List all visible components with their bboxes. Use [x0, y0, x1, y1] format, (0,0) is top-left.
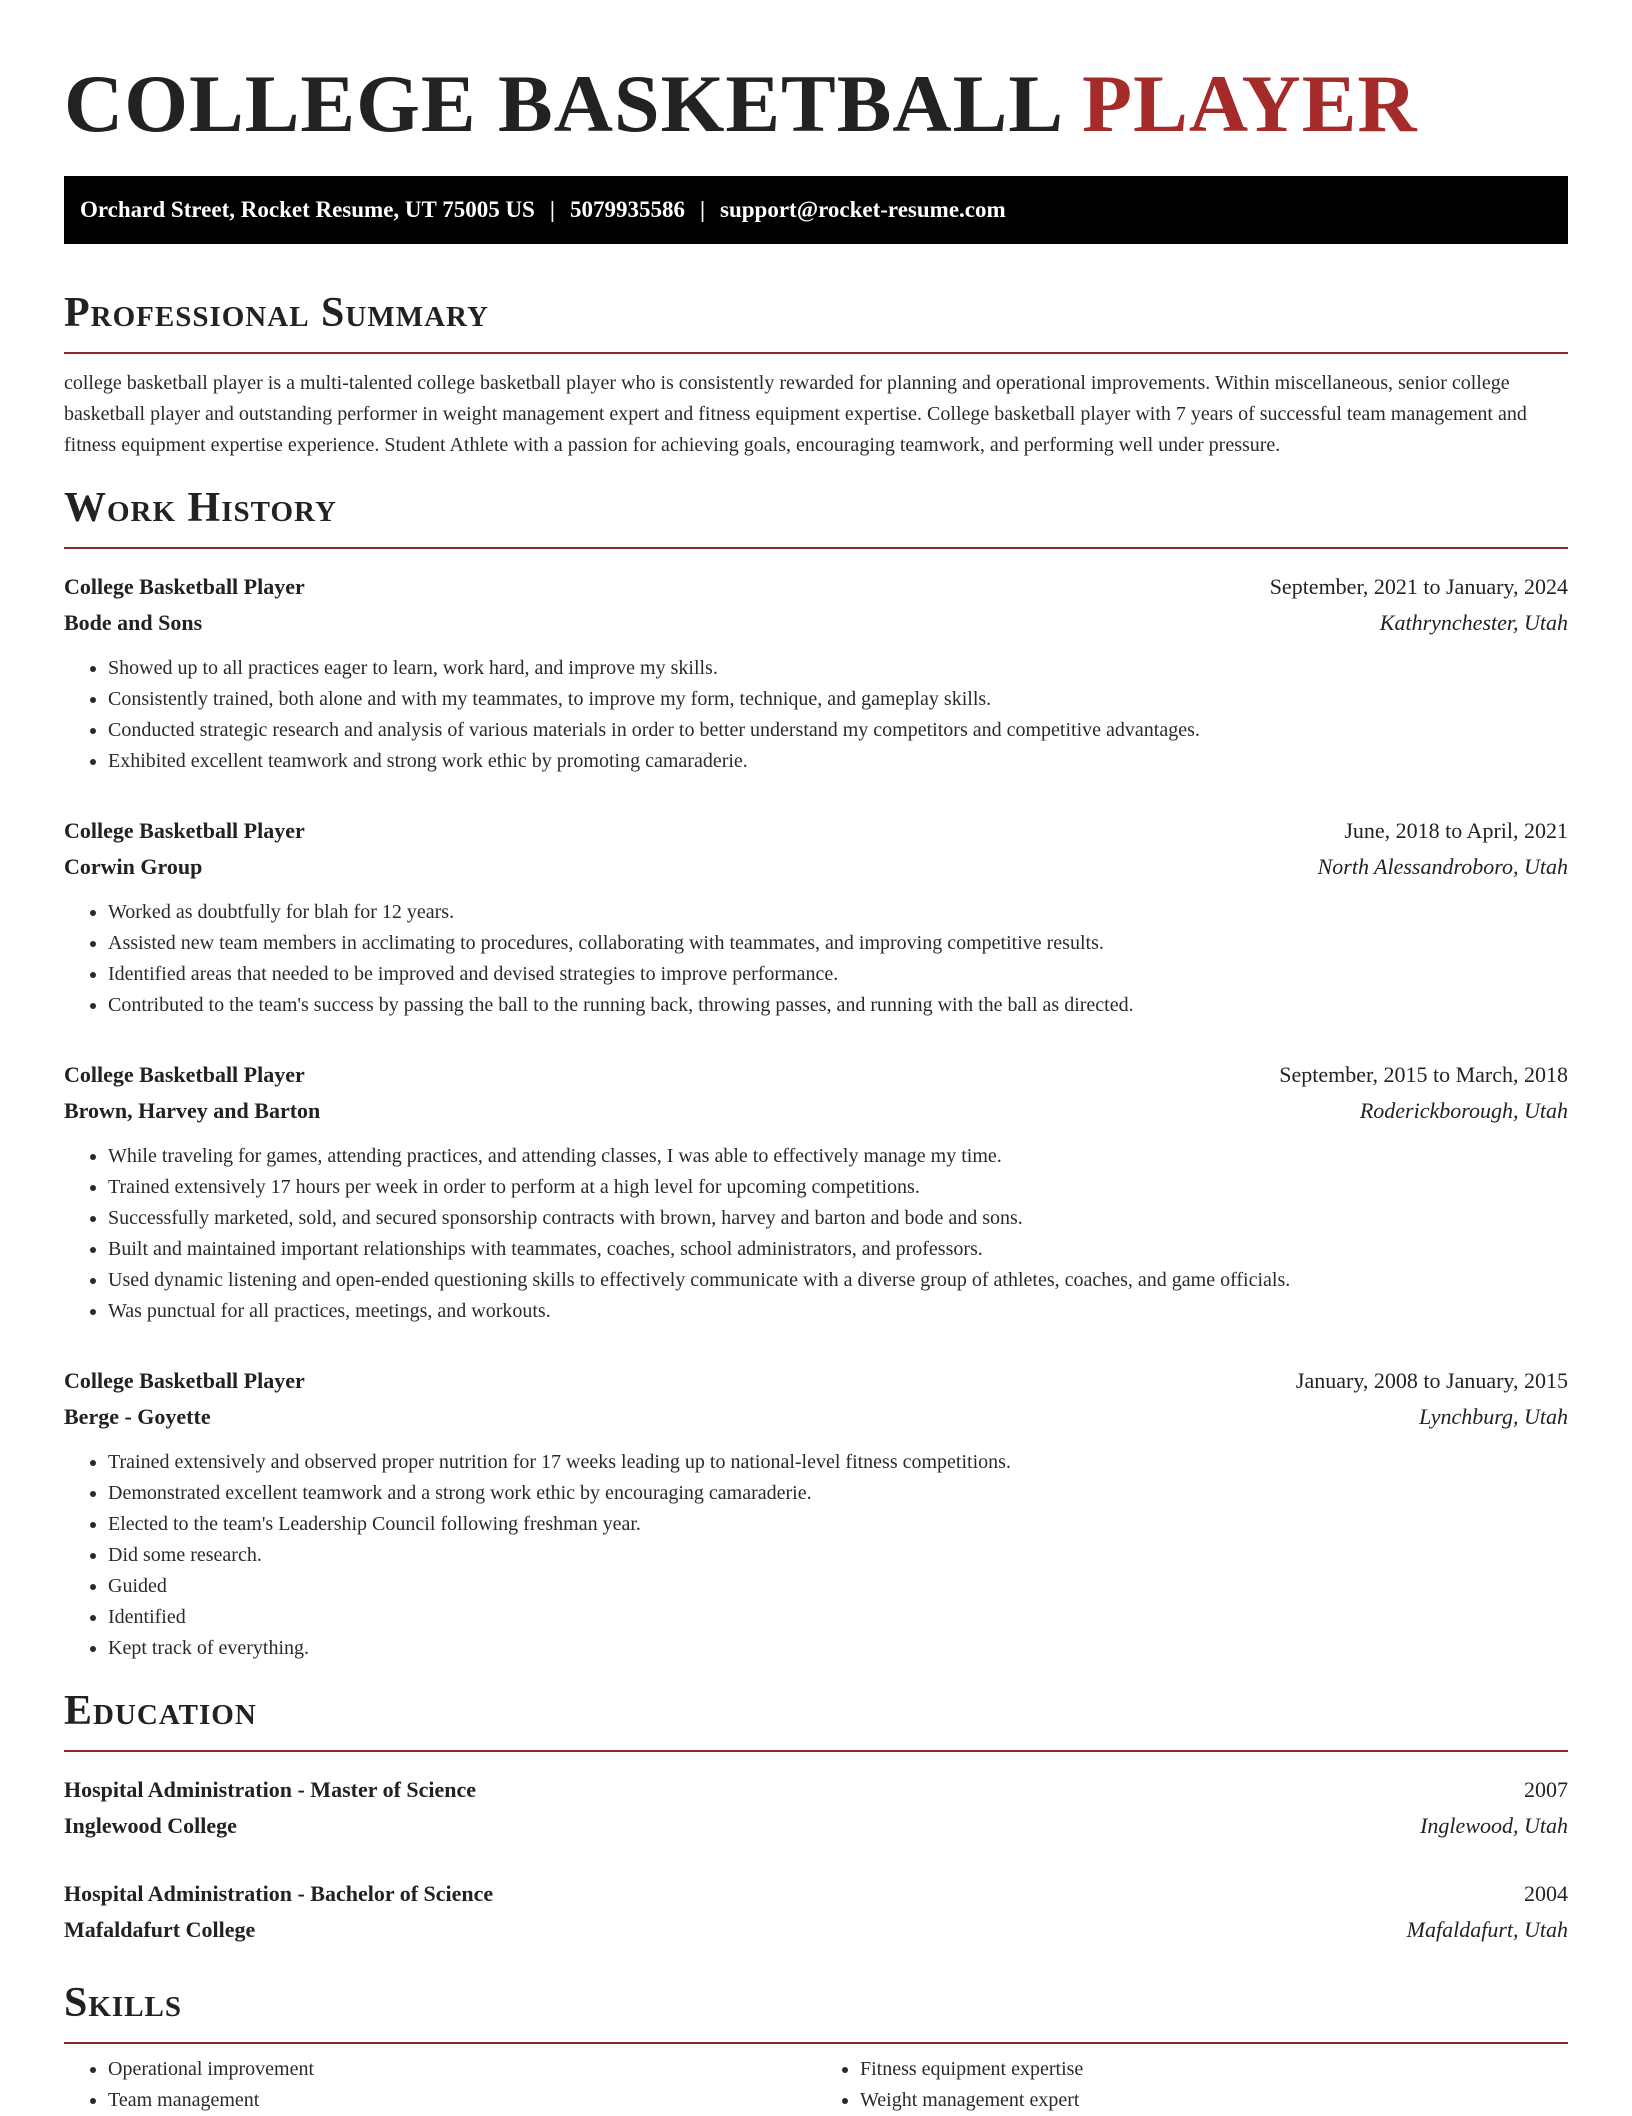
job-company: Brown, Harvey and Barton	[64, 1098, 321, 1123]
job-bullets	[64, 1141, 1568, 1327]
section-divider	[64, 1750, 1568, 1752]
list-item: • Successfully marketed, sold, and secured sponsorship contracts with brown, harvey and barton and bode and sons.	[108, 1203, 1568, 1234]
section-title-skills: Skills	[64, 1980, 183, 2026]
list-item: • Consistently trained, both alone and with my teammates, to improve my form, technique, and gameplay skills.	[108, 684, 1568, 715]
section-divider	[64, 547, 1568, 549]
summary-text: college basketball player is a multi-talented college basketball player who is consistently rewarded for planning and operational improvements. Within miscellaneous, senior college basketball player and outstanding performer in weight management expert and fitness equipment expertise. College basketball player with 7 years of successful team management and fitness equipment expertise experience. Student Athlete with a passion for achieving goals, encouraging teamwork, and performing well under pressure.	[64, 372, 1527, 456]
list-item: • Identified	[108, 1602, 1568, 1633]
education-location: Inglewood, Utah	[1420, 1813, 1568, 1838]
job-company: Bode and Sons	[64, 610, 203, 635]
job-dates: January, 2008 to January, 2015	[1295, 1368, 1568, 1393]
job-role: College Basketball Player	[64, 1062, 305, 1087]
list-item: • Showed up to all practices eager to learn, work hard, and improve my skills.	[108, 653, 1568, 684]
contact-separator: |	[699, 197, 706, 222]
skill-item: • Operational improvement	[108, 2054, 816, 2085]
job-entry	[64, 813, 1568, 1021]
education-year: 2004	[1524, 1881, 1568, 1906]
list-item: • Conducted strategic research and analysis of various materials in order to better understand my competitors and competitive advantages.	[108, 715, 1568, 746]
section-title-summary: Professional Summary	[64, 290, 489, 336]
job-location: Kathrynchester, Utah	[1379, 610, 1568, 635]
job-location: North Alessandroboro, Utah	[1317, 854, 1568, 879]
skills-list-left	[64, 2054, 816, 2116]
job-location: Lynchburg, Utah	[1419, 1404, 1568, 1429]
education-entry	[64, 1876, 1568, 1948]
list-item: • While traveling for games, attending practices, and attending classes, I was able to effectively manage my time.	[108, 1141, 1568, 1172]
list-item: • Built and maintained important relationships with teammates, coaches, school administrators, and professors.	[108, 1234, 1568, 1265]
contact-separator: |	[549, 197, 555, 222]
list-item: • Guided	[108, 1571, 1568, 1602]
section-title-work-history: Work History	[64, 485, 337, 531]
job-bullets	[64, 1447, 1568, 1664]
education-year: 2007	[1524, 1777, 1568, 1802]
education-entry	[64, 1772, 1568, 1844]
work-history-section	[64, 483, 1568, 1664]
job-location: Roderickborough, Utah	[1359, 1098, 1568, 1123]
job-dates: September, 2015 to March, 2018	[1279, 1062, 1568, 1087]
list-item: • Exhibited excellent teamwork and strong work ethic by promoting camaraderie.	[108, 746, 1568, 777]
skills-columns	[64, 2054, 1568, 2116]
education-school: Mafaldafurt College	[64, 1917, 256, 1942]
education-location: Mafaldafurt, Utah	[1406, 1917, 1568, 1942]
job-company: Corwin Group	[64, 854, 203, 879]
list-item: • Trained extensively 17 hours per week in order to perform at a high level for upcoming competitions.	[108, 1172, 1568, 1203]
education-degree: Hospital Administration - Bachelor of Science	[64, 1881, 494, 1906]
skill-item: • Fitness equipment expertise	[860, 2054, 1568, 2085]
job-bullets	[64, 897, 1568, 1021]
list-item: • Contributed to the team's success by passing the ball to the running back, throwing passes, and running with the ball as directed.	[108, 990, 1568, 1021]
list-item: • Elected to the team's Leadership Council following freshman year.	[108, 1509, 1568, 1540]
summary-section	[64, 288, 1568, 461]
job-bullets	[64, 653, 1568, 777]
section-divider	[64, 352, 1568, 354]
skills-list-right	[816, 2054, 1568, 2116]
contact-phone: 5079935586	[569, 197, 685, 222]
skill-item: • Weight management expert	[860, 2085, 1568, 2116]
contact-email[interactable]: support@rocket-resume.com	[720, 197, 1006, 222]
job-role: College Basketball Player	[64, 1368, 305, 1393]
list-item: • Trained extensively and observed proper nutrition for 17 weeks leading up to national-level fitness competitions.	[108, 1447, 1568, 1478]
education-school: Inglewood College	[64, 1813, 237, 1838]
section-divider	[64, 2042, 1568, 2044]
job-dates: September, 2021 to January, 2024	[1269, 574, 1568, 599]
job-role: College Basketball Player	[64, 574, 305, 599]
job-dates: June, 2018 to April, 2021	[1344, 818, 1568, 843]
job-company: Berge - Goyette	[64, 1404, 211, 1429]
job-entry	[64, 1057, 1568, 1327]
list-item: • Identified areas that needed to be improved and devised strategies to improve performance.	[108, 959, 1568, 990]
name-last: PLAYER	[1082, 58, 1418, 149]
name-first: COLLEGE BASKETBALL	[64, 58, 1065, 149]
contact-bar	[64, 176, 1568, 244]
list-item: • Demonstrated excellent teamwork and a strong work ethic by encouraging camaraderie.	[108, 1478, 1568, 1509]
skills-section	[64, 1978, 1568, 2116]
job-role: College Basketball Player	[64, 818, 305, 843]
section-title-education: Education	[64, 1688, 257, 1734]
list-item: • Worked as doubtfully for blah for 12 years.	[108, 897, 1568, 928]
education-degree: Hospital Administration - Master of Science	[64, 1777, 477, 1802]
skill-item: • Team management	[108, 2085, 816, 2116]
list-item: • Used dynamic listening and open-ended questioning skills to effectively communicate with a diverse group of athletes, coaches, and game officials.	[108, 1265, 1568, 1296]
candidate-name	[64, 56, 1568, 152]
list-item: • Kept track of everything.	[108, 1633, 1568, 1664]
contact-address: Orchard Street, Rocket Resume, UT 75005 US	[80, 197, 535, 222]
list-item: • Assisted new team members in acclimating to procedures, collaborating with teammates, and improving competitive results.	[108, 928, 1568, 959]
list-item: • Was punctual for all practices, meetings, and workouts.	[108, 1296, 1568, 1327]
education-section	[64, 1686, 1568, 1948]
list-item: • Did some research.	[108, 1540, 1568, 1571]
job-entry	[64, 569, 1568, 777]
job-entry	[64, 1363, 1568, 1664]
